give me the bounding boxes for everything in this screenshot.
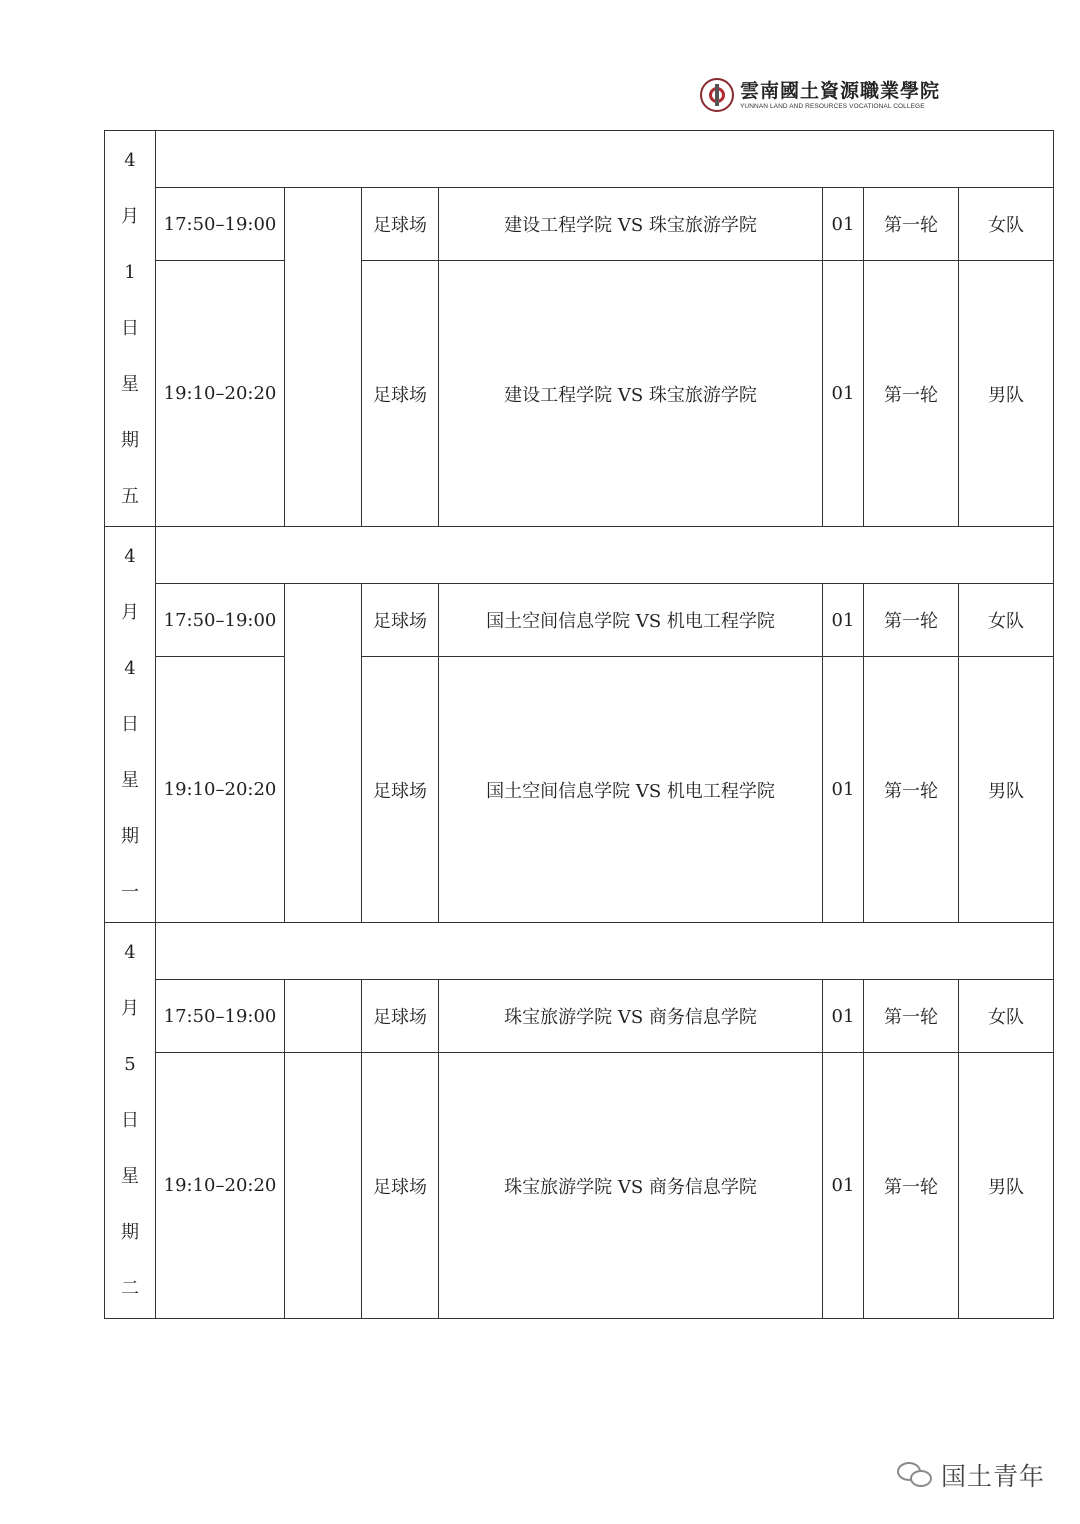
date-char: 月	[121, 997, 139, 1019]
school-logo	[700, 74, 941, 116]
wechat-watermark	[895, 1455, 1045, 1495]
number-cell: 01	[823, 261, 864, 527]
date-char: 5	[124, 1053, 136, 1075]
venue-cell: 足球场	[362, 188, 439, 261]
date-cell	[105, 131, 156, 527]
day-header-row	[105, 923, 1054, 980]
date-char: 五	[121, 485, 139, 507]
blank-header-cell	[156, 131, 1054, 188]
blank-header-cell	[156, 527, 1054, 584]
number-cell: 01	[823, 1053, 864, 1319]
group-cell: 男队	[959, 1053, 1054, 1319]
blank-cell	[285, 980, 362, 1053]
date-cell	[105, 527, 156, 923]
table-row	[105, 980, 1054, 1053]
table-row	[105, 261, 1054, 527]
group-cell: 男队	[959, 261, 1054, 527]
school-name	[740, 80, 940, 111]
time-cell: 17:50–19:00	[156, 980, 285, 1053]
date-char: 4	[124, 149, 136, 171]
round-cell: 第一轮	[864, 584, 959, 657]
table-row	[105, 1053, 1054, 1319]
group-cell: 男队	[959, 657, 1054, 923]
table-row	[105, 657, 1054, 923]
wechat-icon	[895, 1460, 935, 1490]
number-cell: 01	[823, 188, 864, 261]
group-cell: 女队	[959, 188, 1054, 261]
date-char: 日	[121, 1109, 139, 1131]
date-char: 4	[124, 657, 136, 679]
date-char: 星	[121, 769, 139, 791]
teams-cell: 国土空间信息学院 VS 机电工程学院	[439, 657, 823, 923]
date-char: 月	[121, 601, 139, 623]
venue-cell: 足球场	[362, 980, 439, 1053]
blank-header-cell	[156, 923, 1054, 980]
round-cell: 第一轮	[864, 657, 959, 923]
time-cell: 17:50–19:00	[156, 584, 285, 657]
time-cell: 19:10–20:20	[156, 261, 285, 527]
school-name-cn: 雲南國土資源職業學院	[740, 79, 941, 102]
group-cell: 女队	[959, 980, 1054, 1053]
date-char: 期	[121, 825, 139, 847]
date-char: 二	[121, 1277, 139, 1299]
number-cell: 01	[823, 657, 864, 923]
venue-cell: 足球场	[362, 1053, 439, 1319]
time-cell: 17:50–19:00	[156, 188, 285, 261]
round-cell: 第一轮	[864, 1053, 959, 1319]
date-char: 4	[124, 545, 136, 567]
venue-cell: 足球场	[362, 261, 439, 527]
time-cell: 19:10–20:20	[156, 657, 285, 923]
date-char: 星	[121, 373, 139, 395]
group-cell: 女队	[959, 584, 1054, 657]
blank-cell	[285, 188, 362, 527]
table-row	[105, 584, 1054, 657]
date-char: 日	[121, 317, 139, 339]
venue-cell: 足球场	[362, 584, 439, 657]
watermark-text: 国土青年	[941, 1462, 1046, 1491]
date-char: 日	[121, 713, 139, 735]
day-header-row	[105, 131, 1054, 188]
blank-cell	[285, 584, 362, 923]
match-schedule-table	[104, 130, 1054, 1319]
date-char: 月	[121, 205, 139, 227]
teams-cell: 建设工程学院 VS 珠宝旅游学院	[439, 261, 823, 527]
round-cell: 第一轮	[864, 980, 959, 1053]
number-cell: 01	[823, 980, 864, 1053]
school-name-en: YUNNAN LAND AND RESOURCES VOCATIONAL COLLEGE	[740, 102, 925, 110]
date-char: 1	[124, 261, 136, 283]
teams-cell: 珠宝旅游学院 VS 商务信息学院	[439, 980, 823, 1053]
round-cell: 第一轮	[864, 261, 959, 527]
date-char: 期	[121, 429, 139, 451]
teams-cell: 国土空间信息学院 VS 机电工程学院	[439, 584, 823, 657]
teams-cell: 珠宝旅游学院 VS 商务信息学院	[439, 1053, 823, 1319]
date-char: 一	[121, 881, 139, 903]
round-cell: 第一轮	[864, 188, 959, 261]
date-char: 4	[124, 941, 136, 963]
day-header-row	[105, 527, 1054, 584]
date-char: 期	[121, 1221, 139, 1243]
date-char: 星	[121, 1165, 139, 1187]
date-cell	[105, 923, 156, 1319]
number-cell: 01	[823, 584, 864, 657]
teams-cell: 建设工程学院 VS 珠宝旅游学院	[439, 188, 823, 261]
table-row	[105, 188, 1054, 261]
venue-cell: 足球场	[362, 657, 439, 923]
time-cell: 19:10–20:20	[156, 1053, 285, 1319]
blank-cell	[285, 1053, 362, 1319]
school-emblem-icon	[700, 78, 734, 112]
